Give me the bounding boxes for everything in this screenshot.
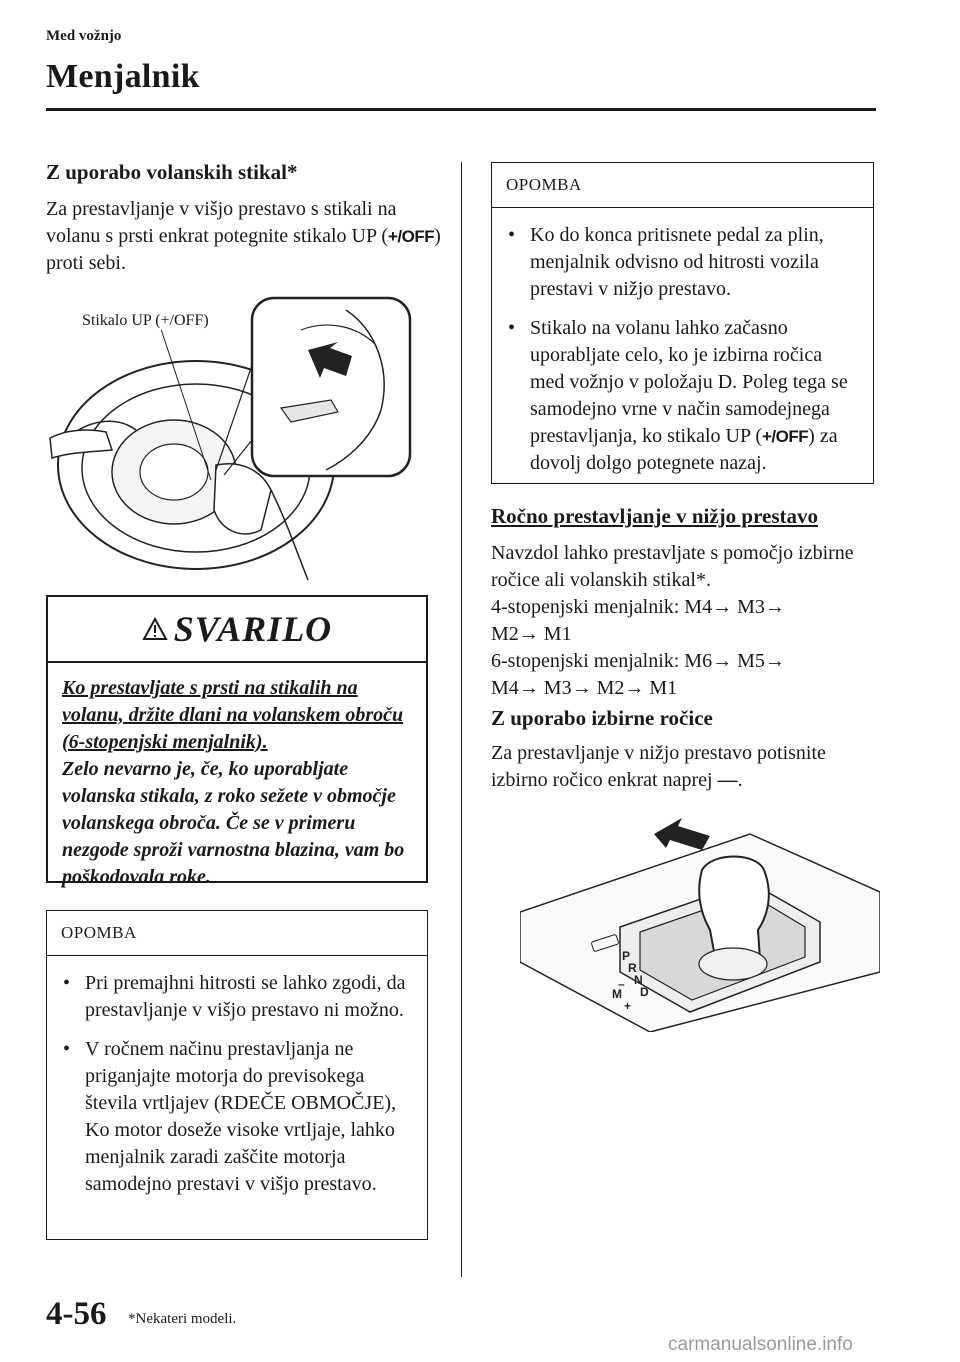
left-intro: Za prestavljanje v višjo prestavo s stikali na volanu s prsti enkrat potegnite stikalo UP (+/OFF) proti sebi. [46, 198, 441, 274]
steering-figure [46, 290, 430, 580]
page-number: 4-56 [46, 1296, 107, 1332]
page-title: Menjalnik [46, 58, 200, 95]
title-rule [46, 108, 876, 111]
warning-underlined-text: Ko prestavljate s prsti na stikalih na volanu, držite dlani na volanskem obroču (6-stopenjski menjalnik). [62, 677, 404, 753]
steering-wheel-illustration [46, 290, 430, 580]
section-label: Med vožnjo [46, 28, 122, 44]
warning-box [46, 595, 428, 888]
note-item: • Ko do konca pritisnete pedal za plin, menjalnik odvisno od hitrosti vozila prestavi v nižjo prestavo. [508, 224, 824, 300]
gear-label-r: R [628, 961, 637, 975]
note-item: • V ročnem načinu prestavljanja ne priganjajte motorja do previsokega števila vrtljajev (RDEČE OBMOČJE), Ko motor doseže visoke vrtljaje, lahko menjalnik zaradi zaščite motorja samodejno prestavi v višjo prestavo. [63, 1038, 397, 1195]
warning-title: SVARILO [173, 609, 333, 649]
column-divider [461, 162, 462, 1277]
four-speed-sequence: 4-stopenjski menjalnik: M4→ M3→ M2→ M1 [491, 596, 785, 645]
subheading-downshift: Ročno prestavljanje v nižjo prestavo [491, 504, 819, 528]
note-box-right [491, 162, 874, 484]
gear-selector-figure [520, 812, 880, 1032]
note-item: • Stikalo na volanu lahko začasno uporabljate celo, ko je izbirna ročica med vožnjo v položaju D. Poleg tega se samodejno vrne v način samodejnega prestavljanja, ko stikalo UP (+/OFF) za dovolj dolgo potegnete nazaj. [508, 317, 848, 474]
gear-selector-illustration [520, 812, 880, 1032]
note-title: OPOMBA [47, 911, 427, 956]
minus-symbol: — [717, 769, 738, 791]
gear-label-minus: – [618, 977, 625, 991]
gear-label-n: N [634, 973, 643, 987]
left-heading: Z uporabo volanskih stikal* [46, 160, 298, 184]
warning-header [48, 597, 426, 663]
note-title: OPOMBA [492, 163, 873, 208]
gear-label-p: P [622, 949, 631, 963]
note-box-left [46, 910, 428, 1240]
gear-label-m: M [612, 987, 622, 1001]
warning-text: Zelo nevarno je, če, ko uporabljate volanska stikala, z roko sežete v območje volanskega obroča. Če se v primeru nezgode sproži varnostna blazina, vam bo poškodovala roke. [62, 758, 405, 888]
selector-heading: Z uporabo izbirne ročice [491, 706, 713, 730]
switch-symbol: +/OFF [762, 427, 809, 446]
warning-body [48, 663, 426, 903]
downshift-intro: Navzdol lahko prestavljate s pomočjo izbirne ročice ali volanskih stikal*. [491, 542, 854, 591]
figure-label: Stikalo UP (+/OFF) [82, 312, 209, 329]
watermark: carmanualsonline.info [668, 1334, 853, 1355]
warning-triangle-icon [142, 617, 168, 641]
six-speed-sequence: 6-stopenjski menjalnik: M6→ M5→ M4→ M3→ M2→ M1 [491, 650, 785, 699]
note-item: • Pri premajhni hitrosti se lahko zgodi, da prestavljanje v višjo prestavo ni možno. [63, 972, 406, 1021]
gear-label-d: D [640, 985, 649, 999]
switch-symbol: +/OFF [387, 227, 435, 246]
selector-instructions: Za prestavljanje v nižjo prestavo potisnite izbirno ročico enkrat naprej —. [491, 742, 826, 791]
gear-label-plus: + [624, 999, 632, 1013]
footnote: *Nekateri modeli. [128, 1311, 237, 1327]
